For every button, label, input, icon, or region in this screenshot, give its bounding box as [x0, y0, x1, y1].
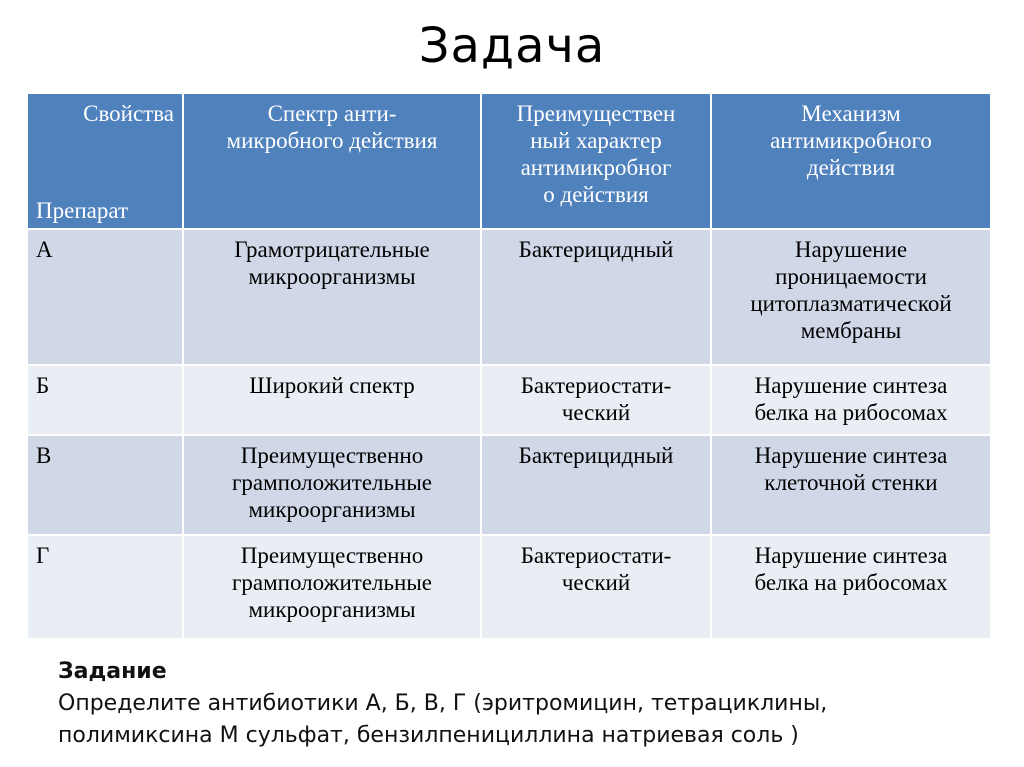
cell-line: мембраны: [800, 318, 902, 344]
header-line: о действия: [543, 182, 649, 208]
cell-line: микроорганизмы: [248, 497, 416, 523]
cell-line: грамположительные: [231, 470, 432, 496]
cell-line: ческий: [561, 570, 631, 596]
cell-line: Нарушение синтеза: [754, 443, 948, 468]
cell-line: клеточной стенки: [764, 470, 938, 496]
spectrum-cell: [183, 435, 481, 535]
table-row: [27, 365, 991, 435]
task-line: полимиксина М сульфат, бензилпенициллина натриевая соль ): [58, 723, 799, 748]
cell-line: Бактерицидный: [518, 237, 674, 262]
header-spectrum: [183, 93, 481, 229]
header-line: микробного действия: [226, 128, 438, 154]
cell-line: Нарушение синтеза: [754, 373, 948, 398]
cell-line: Преимущественно: [240, 443, 424, 468]
cell-line: Нарушение: [794, 237, 908, 262]
cell-line: Бактериостати-: [520, 373, 672, 398]
spectrum-cell: [183, 229, 481, 365]
character-cell: [481, 229, 711, 365]
cell-line: Бактерицидный: [518, 443, 674, 468]
cell-line: ческий: [561, 400, 631, 426]
drug-cell: В: [27, 435, 183, 535]
cell-line: микроорганизмы: [248, 597, 416, 623]
mechanism-cell: [711, 535, 991, 639]
cell-line: грамположительные: [231, 570, 432, 596]
cell-line: Грамотрицательные: [234, 237, 430, 262]
mechanism-cell: [711, 435, 991, 535]
spectrum-cell: [183, 535, 481, 639]
cell-line: Широкий спектр: [249, 373, 415, 398]
slide-title: Задача: [418, 18, 606, 74]
cell-line: проницаемости: [775, 264, 927, 290]
cell-line: белка на рибосомах: [754, 570, 948, 596]
cell-line: Бактериостати-: [520, 543, 672, 568]
character-cell: [481, 365, 711, 435]
character-cell: [481, 435, 711, 535]
spectrum-cell: [183, 365, 481, 435]
table-row: [27, 229, 991, 365]
header-line: Преимуществен: [516, 101, 676, 126]
header-line: действия: [806, 155, 896, 181]
task-heading: Задание: [58, 659, 167, 684]
header-drug-label: Препарат: [36, 197, 128, 223]
cell-line: Нарушение синтеза: [754, 543, 948, 568]
header-corner-cell: [27, 93, 183, 229]
task-block: [58, 656, 998, 752]
header-line: ный характер: [530, 128, 662, 154]
drug-cell: Б: [27, 365, 183, 435]
header-properties-label: Свойства: [83, 101, 174, 126]
cell-line: белка на рибосомах: [754, 400, 948, 426]
drug-cell: А: [27, 229, 183, 365]
table-row: [27, 435, 991, 535]
header-mechanism: [711, 93, 991, 229]
header-line: антимикробног: [520, 155, 672, 181]
cell-line: микроорганизмы: [248, 264, 416, 290]
header-line: Спектр анти-: [267, 101, 397, 126]
cell-line: цитоплазматической: [750, 291, 952, 317]
drug-cell: Г: [27, 535, 183, 639]
character-cell: [481, 535, 711, 639]
antibiotics-table: [26, 92, 992, 640]
cell-line: Преимущественно: [240, 543, 424, 568]
header-line: антимикробного: [770, 128, 932, 154]
header-line: Механизм: [801, 101, 901, 126]
header-character: [481, 93, 711, 229]
mechanism-cell: [711, 229, 991, 365]
task-line: Определите антибиотики А, Б, В, Г (эритромицин, тетрациклины,: [58, 691, 828, 716]
table-row: [27, 535, 991, 639]
table-header-row: [27, 93, 991, 229]
mechanism-cell: [711, 365, 991, 435]
